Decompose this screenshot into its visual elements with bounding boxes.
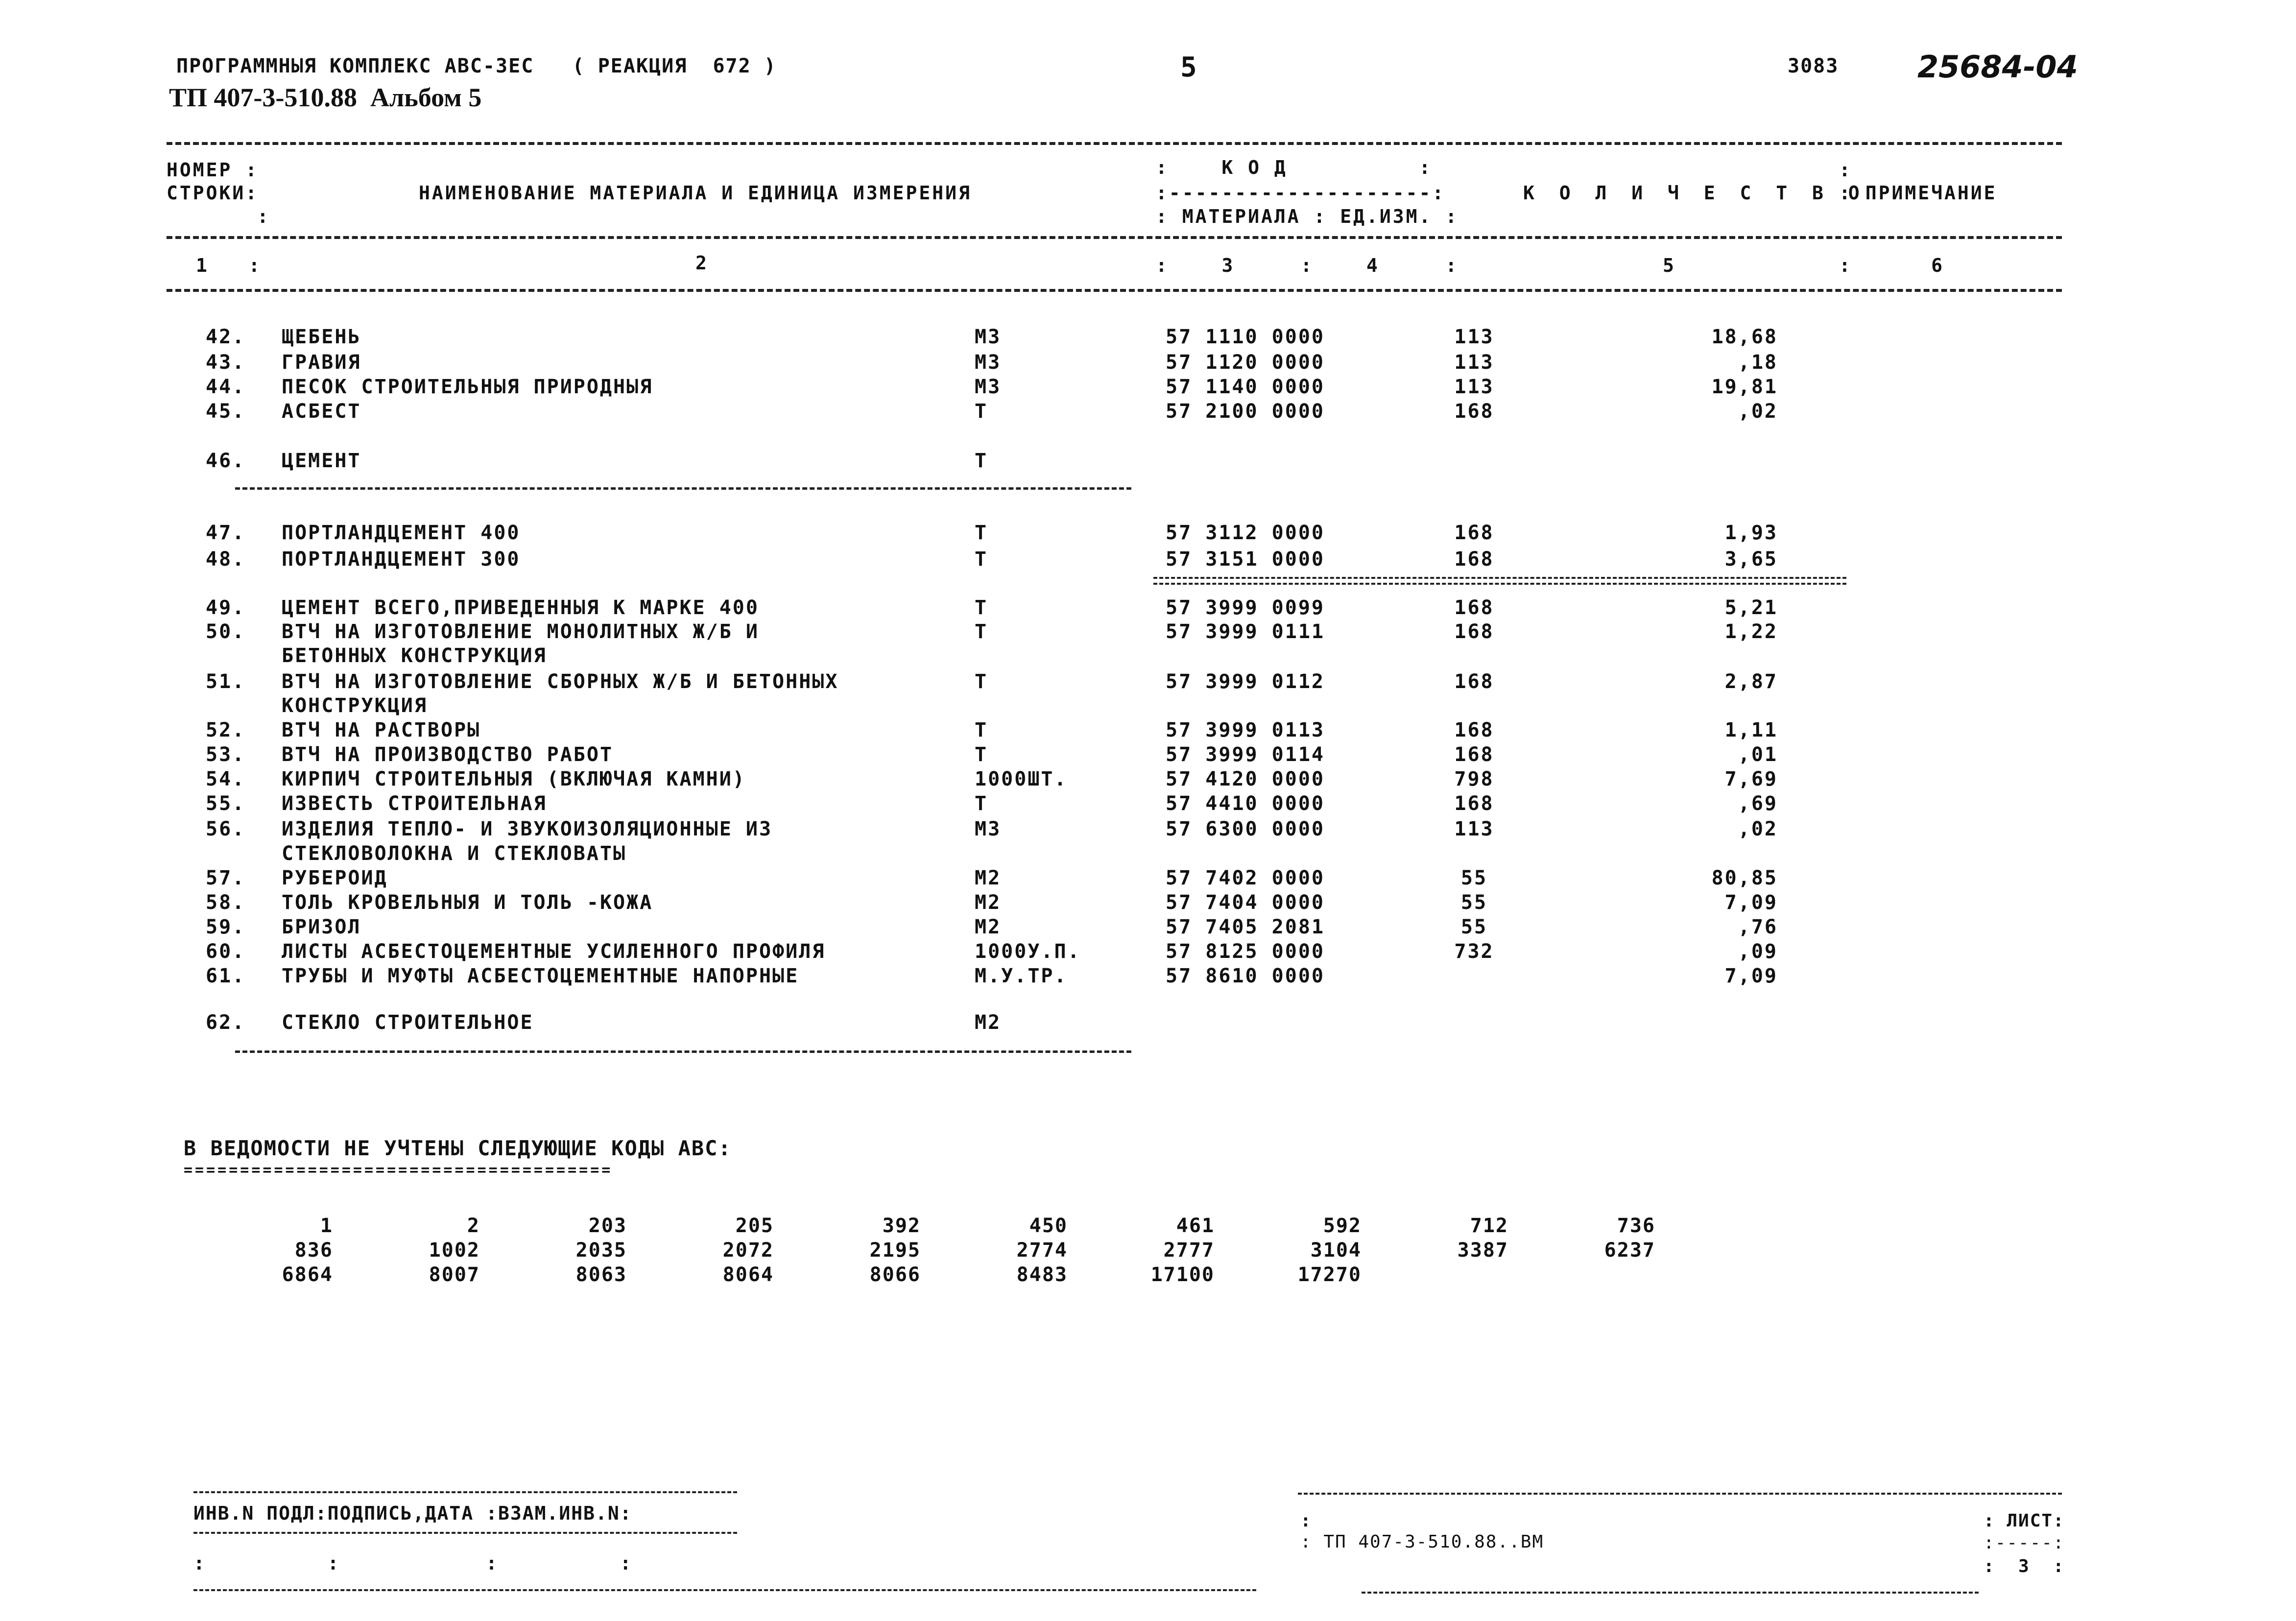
row-number: 58. <box>206 891 246 914</box>
row-material-name: ТРУБЫ И МУФТЫ АСБЕСТОЦЕМЕНТНЫЕ НАПОРНЫЕ <box>282 965 799 987</box>
header-colnum-2: 2 <box>695 252 709 274</box>
header-mid-rule <box>167 236 2062 239</box>
table-row <box>0 596 2296 622</box>
row-unit: Т <box>975 450 988 472</box>
abc-code: 203 <box>588 1215 627 1237</box>
table-row <box>0 644 2296 670</box>
row-number: 43. <box>206 351 246 374</box>
row-number: 45. <box>206 400 246 423</box>
table-row <box>0 891 2296 917</box>
abc-code: 17270 <box>1297 1263 1362 1286</box>
row-quantity: ,02 <box>1738 818 1778 840</box>
row-unit: М2 <box>975 1011 1002 1034</box>
row-quantity: 1,22 <box>1724 620 1778 643</box>
header-note-colon: : <box>1839 159 1852 181</box>
table-row <box>0 326 2296 351</box>
row-number: 59. <box>206 916 246 938</box>
header-col1-line2: СТРОКИ: <box>167 182 259 204</box>
row-quantity: 2,87 <box>1724 670 1778 693</box>
row-unit: Т <box>975 548 988 571</box>
row-material-code: 57 1140 0000 <box>1166 376 1325 398</box>
row-number: 54. <box>206 768 246 790</box>
header-colnum-5: 5 <box>1663 255 1676 276</box>
row-material-name: КОНСТРУКЦИЯ <box>282 694 428 717</box>
row-unit-code: 113 <box>1454 326 1494 348</box>
header-col2-name: НАИМЕНОВАНИЕ МАТЕРИАЛА И ЕДИНИЦА ИЗМЕРЕНИЯ <box>419 182 972 204</box>
row-quantity: 1,11 <box>1724 719 1778 741</box>
header-kod: : К О Д : <box>1156 157 1433 178</box>
row-material-code: 57 6300 0000 <box>1166 818 1325 840</box>
row-material-name: АСБЕСТ <box>282 400 361 423</box>
handwritten-number: 25684-04 <box>1917 49 2078 85</box>
row-number: 48. <box>206 548 246 571</box>
abc-code: 2072 <box>722 1239 774 1262</box>
row-number: 49. <box>206 596 246 619</box>
table-row <box>0 916 2296 941</box>
row-unit-code: 168 <box>1454 596 1494 619</box>
row-material-code: 57 3112 0000 <box>1166 522 1325 544</box>
row-number: 55. <box>206 792 246 815</box>
row-material-name: ИЗВЕСТЬ СТРОИТЕЛЬНАЯ <box>282 792 547 815</box>
row-unit-code: 168 <box>1454 792 1494 815</box>
abc-code: 1002 <box>429 1239 480 1262</box>
table-row <box>0 768 2296 793</box>
not-counted-underline: ====================================== <box>184 1162 613 1179</box>
abc-code: 450 <box>1029 1215 1068 1237</box>
row-quantity: 1,93 <box>1724 522 1778 544</box>
subtotal-double-rule <box>1153 577 1846 585</box>
abc-code: 2195 <box>869 1239 921 1262</box>
row-material-code: 57 3999 0099 <box>1166 596 1325 619</box>
table-row <box>0 965 2296 990</box>
row-unit-code: 732 <box>1454 940 1494 963</box>
stamp-cells: : : : : <box>193 1552 632 1574</box>
row-number: 50. <box>206 620 246 643</box>
table-row <box>0 694 2296 720</box>
row-unit-code: 113 <box>1454 376 1494 398</box>
row-unit-code: 168 <box>1454 670 1494 693</box>
row-unit: Т <box>975 522 988 544</box>
row-material-name: ЦЕМЕНТ <box>282 450 361 472</box>
title-block-bottom-rule <box>1362 1592 1979 1594</box>
row-material-name: БРИЗОЛ <box>282 916 361 938</box>
page-number: 5 <box>1180 51 1197 83</box>
row-unit: 1000ШТ. <box>975 768 1068 790</box>
table-row <box>0 450 2296 475</box>
row-material-code: 57 7404 0000 <box>1166 891 1325 914</box>
row-number: 61. <box>206 965 246 987</box>
row-unit: М3 <box>975 818 1002 840</box>
sheet-number: : 3 : <box>1984 1556 2065 1576</box>
header-top-rule <box>167 142 2062 145</box>
header-kod-separator: :--------------------: <box>1156 182 1446 204</box>
table-row <box>0 792 2296 818</box>
abc-code: 836 <box>294 1239 333 1262</box>
program-header: ПРОГРАММНЫЯ КОМПЛЕКС АВС-ЗЕС ( РЕАКЦИЯ 672 ) <box>176 55 777 77</box>
row-number: 57. <box>206 867 246 889</box>
row-quantity: 7,09 <box>1724 891 1778 914</box>
row-unit-code: 55 <box>1460 916 1488 938</box>
row-material-code: 57 3999 0112 <box>1166 670 1325 693</box>
row-number: 52. <box>206 719 246 741</box>
header-col1-line1: НОМЕР : <box>167 159 259 181</box>
row-unit-code: 168 <box>1454 522 1494 544</box>
row-quantity: 80,85 <box>1711 867 1778 889</box>
row-material-name: ГРАВИЯ <box>282 351 361 374</box>
row-quantity: 19,81 <box>1711 376 1778 398</box>
row-material-name: ВТЧ НА ИЗГОТОВЛЕНИЕ МОНОЛИТНЫХ Ж/Б И <box>282 620 759 643</box>
row-quantity: 7,69 <box>1724 768 1778 790</box>
row-unit: Т <box>975 743 988 766</box>
row-unit: Т <box>975 670 988 693</box>
abc-code: 3104 <box>1310 1239 1362 1262</box>
row-material-name: СТЕКЛО СТРОИТЕЛЬНОЕ <box>282 1011 534 1034</box>
stamp-bottom-rule <box>193 1589 1256 1591</box>
abc-code: 205 <box>735 1215 774 1237</box>
row-material-name: БЕТОННЫХ КОНСТРУКЦИЯ <box>282 644 547 667</box>
row-number: 56. <box>206 818 246 840</box>
row-unit: Т <box>975 596 988 619</box>
row-unit: Т <box>975 620 988 643</box>
header-col1-line3: : <box>257 206 270 227</box>
abc-code: 8007 <box>429 1263 480 1286</box>
title-block-top-rule <box>1298 1493 2062 1495</box>
row-material-code: 57 2100 0000 <box>1166 400 1325 423</box>
row-unit-code: 798 <box>1454 768 1494 790</box>
row-material-code: 57 8125 0000 <box>1166 940 1325 963</box>
row-quantity: ,69 <box>1738 792 1778 815</box>
row-quantity: 3,65 <box>1724 548 1778 571</box>
row-material-name: ЩЕБЕНЬ <box>282 326 361 348</box>
row-material-name: ВТЧ НА РАСТВОРЫ <box>282 719 481 741</box>
group-rule <box>235 487 1131 490</box>
table-row <box>0 867 2296 892</box>
table-row <box>0 670 2296 696</box>
row-material-code: 57 3999 0111 <box>1166 620 1325 643</box>
not-counted-title: В ВЕДОМОСТИ НЕ УЧТЕНЫ СЛЕДУЮЩИЕ КОДЫ АВС: <box>184 1136 732 1160</box>
row-quantity: 5,21 <box>1724 596 1778 619</box>
row-number: 44. <box>206 376 246 398</box>
abc-code: 2774 <box>1016 1239 1068 1262</box>
row-unit-code: 113 <box>1454 351 1494 374</box>
row-number: 46. <box>206 450 246 472</box>
row-material-name: РУБЕРОИД <box>282 867 388 889</box>
row-number: 62. <box>206 1011 246 1034</box>
row-unit: М2 <box>975 867 1002 889</box>
abc-code: 736 <box>1617 1215 1655 1237</box>
row-unit: М3 <box>975 351 1002 374</box>
row-unit: М3 <box>975 376 1002 398</box>
row-unit: М3 <box>975 326 1002 348</box>
row-material-code: 57 7405 2081 <box>1166 916 1325 938</box>
abc-code: 3387 <box>1457 1239 1508 1262</box>
table-row <box>0 940 2296 966</box>
title-block-colon: : <box>1300 1511 1312 1531</box>
table-row <box>0 351 2296 377</box>
table-row <box>0 719 2296 744</box>
row-material-code: 57 3999 0114 <box>1166 743 1325 766</box>
abc-code: 6237 <box>1604 1239 1655 1262</box>
row-material-code: 57 8610 0000 <box>1166 965 1325 987</box>
abc-code: 8483 <box>1016 1263 1068 1286</box>
album-title: ТП 407-3-510.88 Альбом 5 <box>169 83 482 112</box>
row-unit-code: 113 <box>1454 818 1494 840</box>
table-row <box>0 548 2296 573</box>
header-quantity: К О Л И Ч Е С Т В О <box>1523 182 1866 204</box>
row-unit-code: 168 <box>1454 719 1494 741</box>
row-unit-code: 168 <box>1454 743 1494 766</box>
abc-code: 461 <box>1176 1215 1215 1237</box>
row-material-name: ВТЧ НА ИЗГОТОВЛЕНИЕ СБОРНЫХ Ж/Б И БЕТОННЫХ <box>282 670 839 693</box>
table-row <box>0 1011 2296 1037</box>
abc-code: 17100 <box>1150 1263 1215 1286</box>
header-bottom-rule <box>167 289 2062 292</box>
table-row <box>0 743 2296 769</box>
row-unit: М2 <box>975 916 1002 938</box>
row-unit: М.У.ТР. <box>975 965 1068 987</box>
row-material-code: 57 3999 0113 <box>1166 719 1325 741</box>
row-unit-code: 168 <box>1454 548 1494 571</box>
table-row <box>0 620 2296 646</box>
row-unit-code: 168 <box>1454 620 1494 643</box>
row-unit-code: 55 <box>1460 867 1488 889</box>
row-number: 42. <box>206 326 246 348</box>
abc-code: 2 <box>467 1215 480 1237</box>
abc-code: 712 <box>1470 1215 1508 1237</box>
row-material-code: 57 1110 0000 <box>1166 326 1325 348</box>
stamp-top-rule <box>193 1491 737 1493</box>
stamp-mid-rule <box>193 1532 737 1534</box>
abc-code: 8063 <box>575 1263 627 1286</box>
row-material-name: СТЕКЛОВОЛОКНА И СТЕКЛОВАТЫ <box>282 842 627 865</box>
header-colnum-3-4: : 3 : 4 : <box>1156 255 1459 276</box>
sheet-code: 3083 <box>1788 55 1839 77</box>
table-row <box>0 842 2296 868</box>
row-quantity: 18,68 <box>1711 326 1778 348</box>
end-table-rule <box>235 1050 1131 1053</box>
row-material-name: ВТЧ НА ПРОИЗВОДСТВО РАБОТ <box>282 743 614 766</box>
row-material-code: 57 3151 0000 <box>1166 548 1325 571</box>
abc-code: 1 <box>320 1215 333 1237</box>
header-kod-subcolumns: : МАТЕРИАЛА : ЕД.ИЗМ. : <box>1156 206 1459 227</box>
row-quantity: 7,09 <box>1724 965 1778 987</box>
row-material-code: 57 4410 0000 <box>1166 792 1325 815</box>
row-material-name: ИЗДЕЛИЯ ТЕПЛО- И ЗВУКОИЗОЛЯЦИОННЫЕ ИЗ <box>282 818 773 840</box>
row-unit: М2 <box>975 891 1002 914</box>
row-material-name: ПОРТЛАНДЦЕМЕНТ 400 <box>282 522 521 544</box>
row-material-code: 57 1120 0000 <box>1166 351 1325 374</box>
row-material-code: 57 7402 0000 <box>1166 867 1325 889</box>
row-material-name: ЛИСТЫ АСБЕСТОЦЕМЕНТНЫЕ УСИЛЕННОГО ПРОФИЛЯ <box>282 940 826 963</box>
header-note: : ПРИМЕЧАНИЕ <box>1839 182 1997 204</box>
row-material-name: КИРПИЧ СТРОИТЕЛЬНЫЯ (ВКЛЮЧАЯ КАМНИ) <box>282 768 746 790</box>
row-number: 51. <box>206 670 246 693</box>
row-quantity: ,18 <box>1738 351 1778 374</box>
table-row <box>0 818 2296 843</box>
row-number: 47. <box>206 522 246 544</box>
row-material-name: ЦЕМЕНТ ВСЕГО,ПРИВЕДЕННЫЯ К МАРКЕ 400 <box>282 596 759 619</box>
row-unit: Т <box>975 792 988 815</box>
row-unit-code: 55 <box>1460 891 1488 914</box>
row-unit: Т <box>975 719 988 741</box>
row-unit: Т <box>975 400 988 423</box>
abc-code: 6864 <box>282 1263 333 1286</box>
abc-code: 8066 <box>869 1263 921 1286</box>
row-quantity: ,09 <box>1738 940 1778 963</box>
stamp-header: ИНВ.N ПОДЛ:ПОДПИСЬ,ДАТА :ВЗАМ.ИНВ.N: <box>193 1502 632 1524</box>
sheet-separator: :-----: <box>1984 1533 2065 1553</box>
row-material-code: 57 4120 0000 <box>1166 768 1325 790</box>
table-row <box>0 376 2296 401</box>
table-row <box>0 522 2296 547</box>
table-row <box>0 400 2296 426</box>
abc-code: 2777 <box>1163 1239 1215 1262</box>
header-colnum-1: 1 : <box>196 255 262 276</box>
row-material-name: ПЕСОК СТРОИТЕЛЬНЫЯ ПРИРОДНЫЯ <box>282 376 653 398</box>
row-number: 53. <box>206 743 246 766</box>
row-material-name: ТОЛЬ КРОВЕЛЬНЫЯ И ТОЛЬ -КОЖА <box>282 891 653 914</box>
row-material-name: ПОРТЛАНДЦЕМЕНТ 300 <box>282 548 521 571</box>
abc-code: 392 <box>882 1215 921 1237</box>
row-number: 60. <box>206 940 246 963</box>
row-quantity: ,76 <box>1738 916 1778 938</box>
row-unit: 1000У.П. <box>975 940 1081 963</box>
document-code: : ТП 407-3-510.88..ВМ <box>1300 1532 1544 1552</box>
abc-code: 592 <box>1323 1215 1362 1237</box>
row-quantity: ,01 <box>1738 743 1778 766</box>
row-quantity: ,02 <box>1738 400 1778 423</box>
sheet-label: : ЛИСТ: <box>1984 1511 2065 1531</box>
abc-code: 8064 <box>722 1263 774 1286</box>
header-colnum-6: : 6 <box>1839 255 1945 276</box>
row-unit-code: 168 <box>1454 400 1494 423</box>
abc-code: 2035 <box>575 1239 627 1262</box>
